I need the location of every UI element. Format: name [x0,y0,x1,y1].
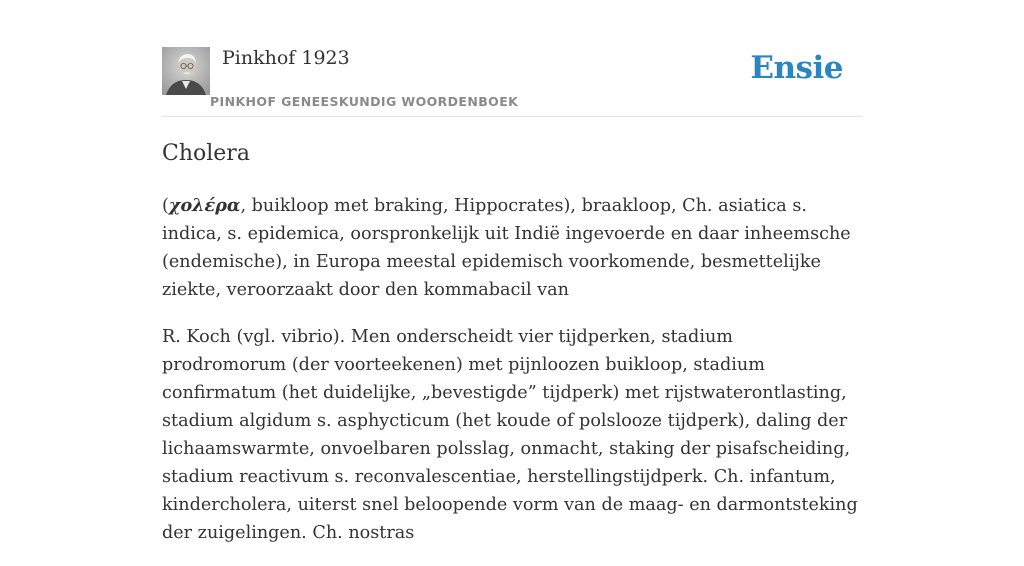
article-title: Cholera [162,141,250,166]
author-avatar[interactable] [162,47,210,95]
author-name[interactable]: Pinkhof 1923 [222,47,350,69]
ensie-logo[interactable]: Ensie [750,50,843,86]
dictionary-name[interactable]: PINKHOF GENEESKUNDIG WOORDENBOEK [210,94,519,109]
greek-term: χολέρα [168,195,241,216]
article-body [162,192,862,566]
paren-open: ( [162,196,169,216]
header [162,46,862,117]
paragraph-2: R. Koch (vgl. vibrio). Men onderscheidt vier tijdperken, stadium prodromorum (der voorteekenen) met pijnloozen buikloop, stadium confirmatum (het duidelijke, „bevestigde” tijdperk) met rijstwaterontlasting, stadium algidum s. asphycticum (het koude of polslooze tijdperk), daling der lichaamswarmte, onvoelbaren polsslag, onmacht, staking der pisafscheiding, stadium reactivum s. reconvalescentiae, herstellingstijdperk. Ch. infantum, kindercholera, uiterst snel beloopende vorm van de maag- en darmontsteking der zuigelingen. Ch. nostras [162,327,858,543]
author-portrait-icon [162,47,210,95]
paragraph-1-text: , buikloop met braking, Hippocrates), braakloop, Ch. asiatica s. indica, s. epidemica, oorspronkelijk uit Indië ingevoerde en daar inheemsche (endemische), in Europa meestal epidemisch voorkomende, besmettelijke ziekte, veroorzaakt door den kommabacil van [162,196,851,300]
paragraph-1 [162,192,862,304]
